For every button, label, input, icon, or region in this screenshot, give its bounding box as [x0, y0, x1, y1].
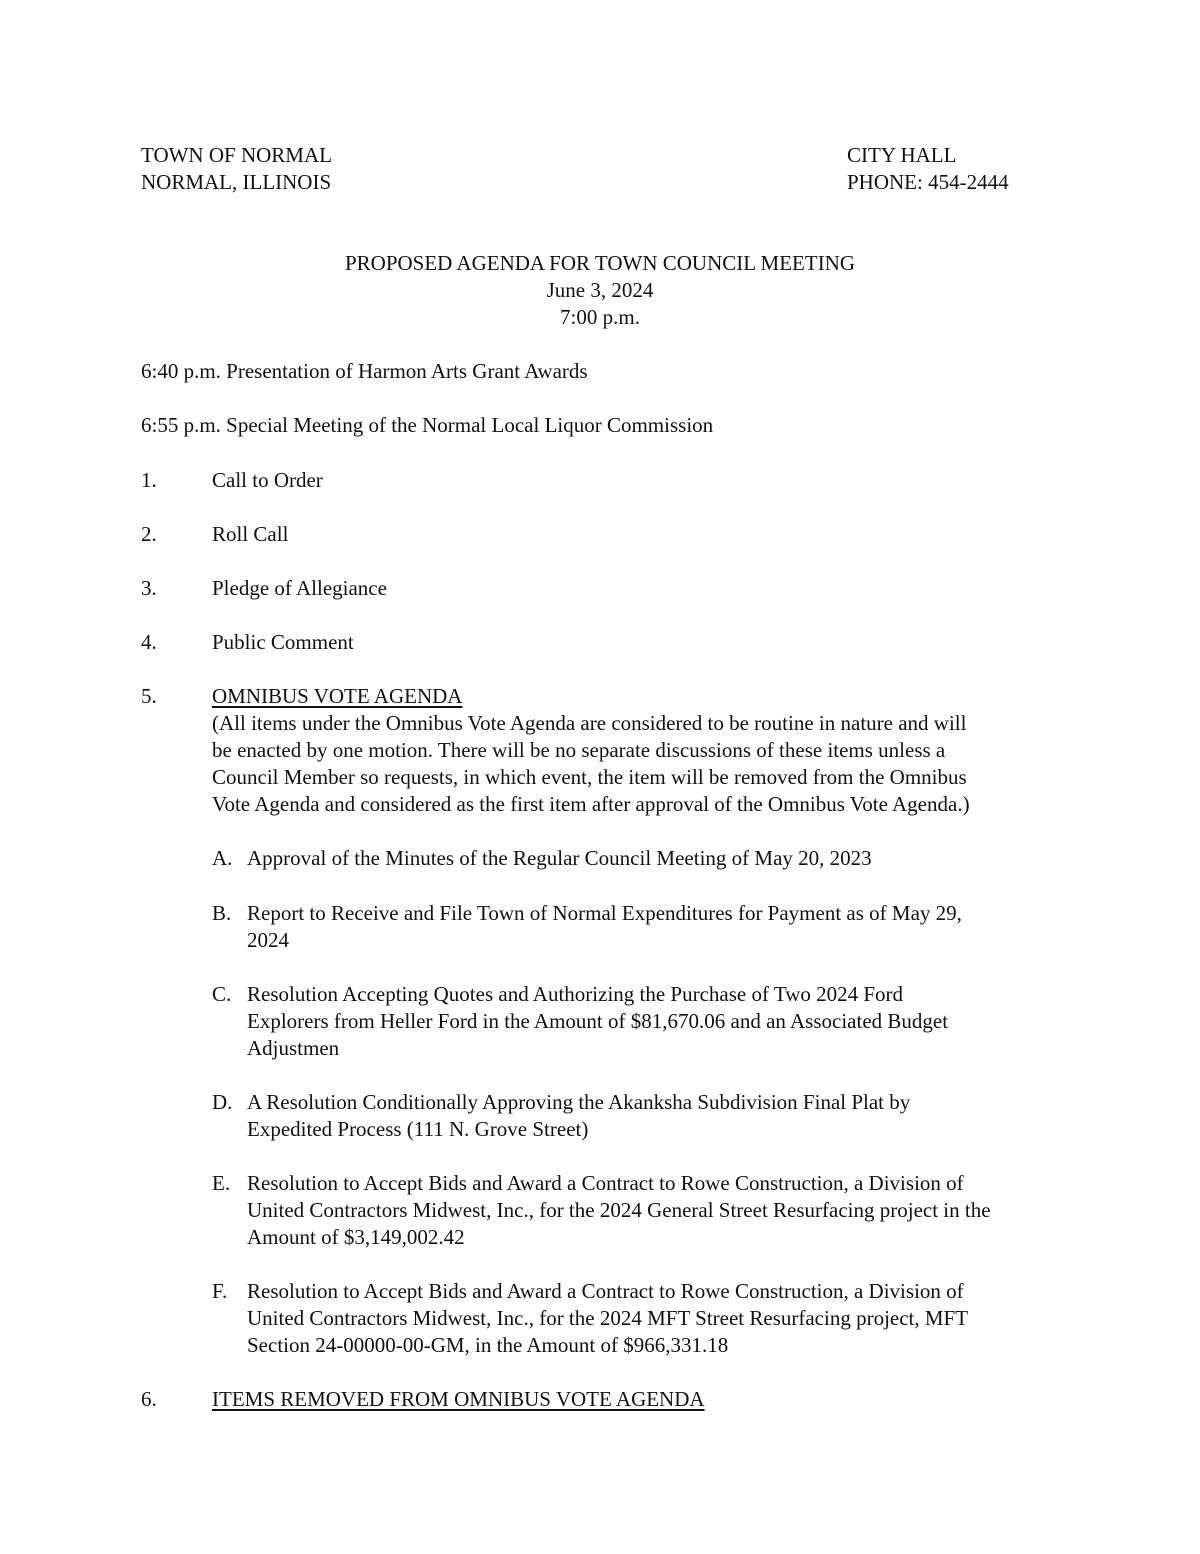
subitem-line: Approval of the Minutes of the Regular Council Meeting of May 20, 2023	[247, 846, 872, 870]
item-number: 6.	[141, 1387, 157, 1411]
header-right	[847, 142, 1009, 196]
meeting-time: 7:00 p.m.	[560, 305, 640, 329]
subitem-line: United Contractors Midwest, Inc., for the 2024 General Street Resurfacing project in the	[247, 1198, 991, 1222]
omnibus-description-line: Council Member so requests, in which event, the item will be removed from the Omnibus	[212, 765, 967, 789]
subitem-line: A Resolution Conditionally Approving the Akanksha Subdivision Final Plat by	[247, 1090, 911, 1114]
header-left	[141, 142, 332, 196]
subitem-line: Amount of $3,149,002.42	[247, 1225, 465, 1249]
subitem-letter: C.	[212, 982, 232, 1006]
subitem-letter: D.	[212, 1090, 233, 1114]
subitem-text	[247, 1278, 968, 1359]
subitem-line: 2024	[247, 928, 289, 952]
agenda-title-text: PROPOSED AGENDA FOR TOWN COUNCIL MEETING	[344, 251, 856, 275]
item-title: Pledge of Allegiance	[212, 576, 387, 600]
omnibus-description-line: Vote Agenda and considered as the first item after approval of the Omnibus Vote Agenda.)	[212, 792, 970, 816]
phone-number: PHONE: 454-2444	[847, 170, 1009, 194]
subitem-letter: F.	[212, 1279, 228, 1303]
agenda-title	[0, 250, 1200, 331]
subitem-line: Explorers from Heller Ford in the Amount of $81,670.06 and an Associated Budget	[247, 1009, 949, 1033]
omnibus-description-line: (All items under the Omnibus Vote Agenda are considered to be routine in nature and will	[212, 711, 967, 735]
item-number: 5.	[141, 684, 157, 708]
city-hall-label: CITY HALL	[847, 143, 957, 167]
town-location: NORMAL, ILLINOIS	[141, 170, 332, 194]
pre-item-harmon-arts: 6:40 p.m. Presentation of Harmon Arts Grant Awards	[141, 359, 588, 383]
subitem-text	[247, 900, 962, 954]
items-removed-heading: ITEMS REMOVED FROM OMNIBUS VOTE AGENDA	[212, 1387, 705, 1411]
item-number: 4.	[141, 630, 157, 654]
subitem-line: United Contractors Midwest, Inc., for the 2024 MFT Street Resurfacing project, MFT	[247, 1306, 969, 1330]
subitem-text	[247, 845, 872, 872]
subitem-letter: E.	[212, 1171, 231, 1195]
item-number: 2.	[141, 522, 157, 546]
subitem-text	[247, 1170, 991, 1251]
item-number: 3.	[141, 576, 157, 600]
subitem-text	[247, 1089, 910, 1143]
town-name: TOWN OF NORMAL	[141, 143, 332, 167]
subitem-line: Adjustmen	[247, 1036, 340, 1060]
pre-item-liquor-commission: 6:55 p.m. Special Meeting of the Normal Local Liquor Commission	[141, 413, 714, 437]
subitem-text	[247, 981, 948, 1062]
subitem-line: Resolution to Accept Bids and Award a Contract to Rowe Construction, a Division of	[247, 1279, 964, 1303]
omnibus-description	[212, 710, 970, 818]
subitem-line: Resolution to Accept Bids and Award a Contract to Rowe Construction, a Division of	[247, 1171, 964, 1195]
subitem-line: Resolution Accepting Quotes and Authorizing the Purchase of Two 2024 Ford	[247, 982, 904, 1006]
item-number: 1.	[141, 468, 157, 492]
meeting-date: June 3, 2024	[546, 278, 654, 302]
subitem-line: Expedited Process (111 N. Grove Street)	[247, 1117, 589, 1141]
subitem-letter: A.	[212, 846, 233, 870]
item-title: Roll Call	[212, 522, 289, 546]
omnibus-heading: OMNIBUS VOTE AGENDA	[212, 684, 463, 708]
item-title: Call to Order	[212, 468, 323, 492]
subitem-line: Report to Receive and File Town of Normal Expenditures for Payment as of May 29,	[247, 901, 962, 925]
subitem-line: Section 24-00000-00-GM, in the Amount of $966,331.18	[247, 1333, 729, 1357]
subitem-letter: B.	[212, 901, 232, 925]
item-title: Public Comment	[212, 630, 354, 654]
omnibus-description-line: be enacted by one motion. There will be no separate discussions of these items unless a	[212, 738, 946, 762]
